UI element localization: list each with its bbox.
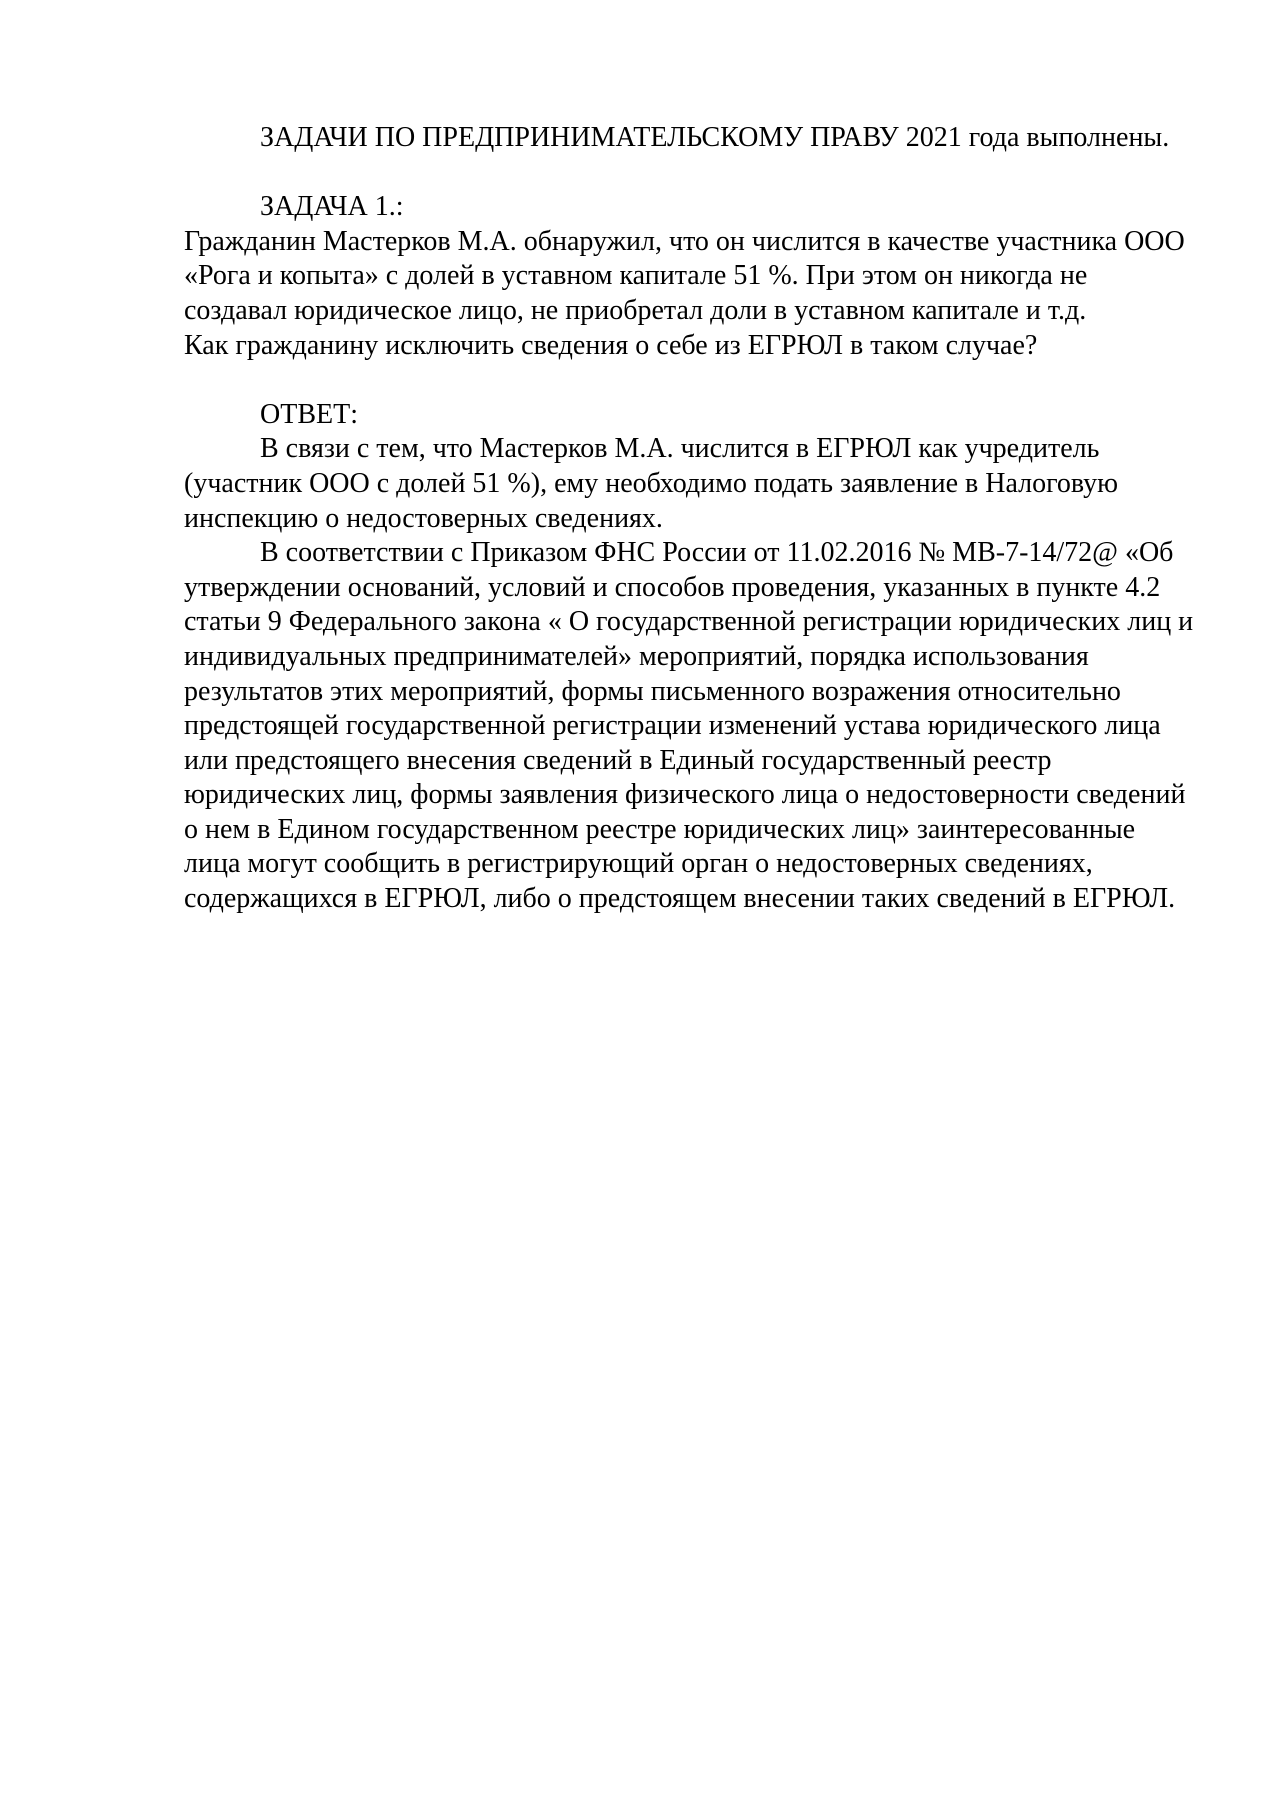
answer-paragraph: В соответствии с Приказом ФНС России от 11.02.2016 № МВ-7-14/72@ «Об утверждении оснований, условий и способов проведения, указанных в пункте 4.2 статьи 9 Федерального закона « О государственной регистрации юридических лиц и индивидуальных предпринимателей» мероприятий, порядка использования результатов этих мероприятий, формы письменного возражения относительно предстоящей государственной регистрации изменений устава юридического лица или предстоящего внесения сведений в Единый государственный реестр юридических лиц, формы заявления физического лица о недостоверности сведений о нем в Едином государственном реестре юридических лиц» заинтересованные лица могут сообщить в регистрирующий орган о недостоверных сведениях, содержащихся в ЕГРЮЛ, либо о предстоящем внесении таких сведений в ЕГРЮЛ. (184, 537, 1194, 915)
answer-paragraph: В связи с тем, что Мастерков М.А. числится в ЕГРЮЛ как учредитель (участник ООО с долей 51 %), ему необходимо подать заявление в Налоговую инспекцию о недостоверных сведениях. (184, 433, 1119, 534)
answer-heading: ОТВЕТ: (260, 398, 358, 430)
task-text: Гражданин Мастерков М.А. обнаружил, что он числится в качестве участника ООО «Рога и копыта» с долей в уставном капитале 51 %. При этом он никогда не создавал юридическое лицо, не приобретал доли в уставном капитале и т.д. (184, 225, 1185, 326)
document-body (184, 121, 1194, 917)
task-question: Как гражданину исключить сведения о себе из ЕГРЮЛ в таком случае? (184, 329, 1038, 361)
document-title: ЗАДАЧИ ПО ПРЕДПРИНИМАТЕЛЬСКОМУ ПРАВУ 2021 года выполнены. (260, 122, 1170, 153)
task-heading: ЗАДАЧА 1.: (260, 191, 404, 223)
spacer (184, 363, 1194, 398)
spacer (184, 156, 1194, 191)
